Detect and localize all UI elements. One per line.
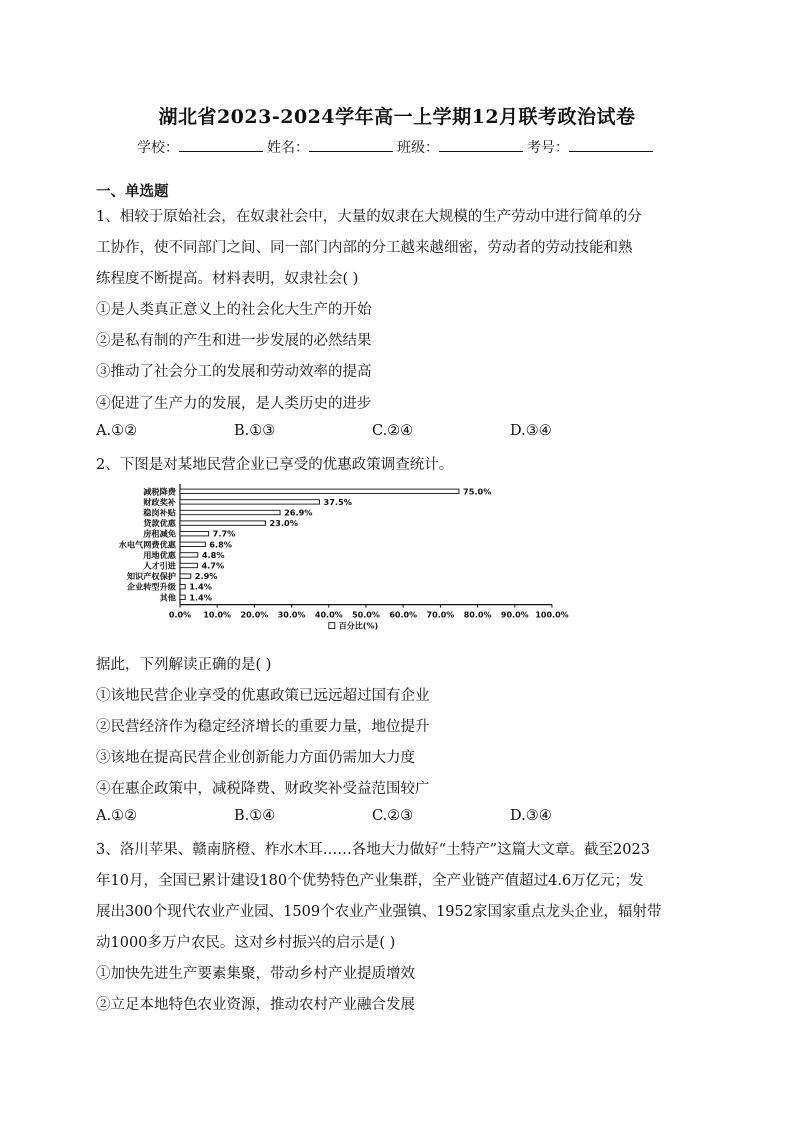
data-label-0: 75.0% bbox=[463, 486, 492, 497]
data-label-4: 7.7% bbox=[212, 528, 236, 539]
data-label-8: 2.9% bbox=[194, 571, 218, 582]
q2-option-d[interactable]: D.③④ bbox=[510, 808, 552, 824]
data-label-3: 23.0% bbox=[269, 518, 298, 529]
category-label-2: 稳岗补贴 bbox=[143, 507, 176, 518]
x-tick-label-1: 10.0% bbox=[203, 610, 232, 620]
category-label-3: 贷款优惠 bbox=[143, 518, 176, 529]
exam-title: 湖北省2023-2024学年高一上学期12月联考政治试卷 bbox=[158, 106, 636, 128]
x-tick-label-0: 0.0% bbox=[168, 610, 192, 620]
data-label-5: 6.8% bbox=[209, 539, 233, 550]
category-label-5: 水电气网费优惠 bbox=[118, 539, 176, 550]
q1-option-b[interactable]: B.①③ bbox=[234, 423, 276, 439]
q3-stem-line-1: 3、洛川苹果、赣南脐橙、柞水木耳……各地大力做好“土特产”这篇大文章。截至2023 bbox=[96, 842, 650, 858]
category-label-9: 企业转型升级 bbox=[126, 581, 176, 592]
q1-option-c[interactable]: C.②④ bbox=[372, 423, 414, 439]
q1-item-3: ③推动了社会分工的发展和劳动效率的提高 bbox=[96, 364, 372, 380]
school-blank[interactable] bbox=[179, 137, 263, 152]
bar-6 bbox=[180, 553, 198, 557]
x-tick-label-6: 60.0% bbox=[389, 610, 418, 620]
x-tick-label-4: 40.0% bbox=[314, 610, 343, 620]
category-label-0: 减税降费 bbox=[143, 486, 176, 497]
bar-5 bbox=[180, 542, 205, 546]
q3-item-1: ①加快先进生产要素集聚，带动乡村产业提质增效 bbox=[96, 966, 415, 982]
data-label-1: 37.5% bbox=[323, 496, 352, 507]
q3-item-2: ②立足本地特色农业资源，推动农村产业融合发展 bbox=[96, 997, 415, 1013]
q3-stem-line-3: 展出300个现代农业产业园、1509个农业产业强镇、1952家国家重点龙头企业，辐射带 bbox=[96, 904, 662, 920]
number-blank[interactable] bbox=[569, 137, 653, 152]
q2-item-3: ③该地在提高民营企业创新能力方面仍需加大力度 bbox=[96, 750, 415, 766]
q1-item-4: ④促进了生产力的发展，是人类历史的进步 bbox=[96, 396, 372, 412]
q2-option-b[interactable]: B.①④ bbox=[234, 808, 276, 824]
x-tick-label-3: 30.0% bbox=[277, 610, 306, 620]
q2-option-a[interactable]: A.①② bbox=[96, 808, 138, 824]
x-tick-label-7: 70.0% bbox=[426, 610, 455, 620]
q3-stem-line-2: 年10月，全国已累计建设180个优势特色产业集群，全产业链产值超过4.6万亿元；发 bbox=[96, 873, 644, 889]
data-label-10: 1.4% bbox=[189, 592, 212, 603]
category-label-6: 用地优惠 bbox=[143, 549, 176, 560]
class-blank[interactable] bbox=[439, 137, 523, 152]
category-label-8: 知识产权保护 bbox=[126, 571, 176, 582]
data-label-6: 4.8% bbox=[201, 549, 225, 560]
q1-option-a[interactable]: A.①② bbox=[96, 423, 138, 439]
data-label-2: 26.9% bbox=[284, 507, 313, 518]
school-label: 学校： bbox=[137, 140, 179, 156]
data-label-7: 4.7% bbox=[201, 560, 225, 571]
q2-prompt: 据此，下列解读正确的是( ) bbox=[96, 657, 272, 673]
legend-swatch bbox=[329, 623, 335, 629]
q1-stem-line-2: 工协作，使不同部门之间、同一部门内部的分工越来越细密，劳动者的劳动技能和熟 bbox=[96, 240, 633, 256]
x-tick-label-9: 90.0% bbox=[500, 610, 529, 620]
name-label: 姓名： bbox=[267, 140, 309, 156]
name-blank[interactable] bbox=[309, 137, 393, 152]
x-tick-label-5: 50.0% bbox=[352, 610, 380, 620]
legend-label: 百分比(%) bbox=[338, 621, 379, 631]
x-tick-label-8: 80.0% bbox=[463, 610, 492, 620]
bar-8 bbox=[180, 574, 191, 578]
q1-item-1: ①是人类真正意义上的社会化大生产的开始 bbox=[96, 302, 372, 318]
number-label: 考号： bbox=[527, 140, 569, 156]
bar-4 bbox=[180, 532, 209, 536]
bar-2 bbox=[180, 510, 280, 514]
q2-stem: 2、下图是对某地民营企业已享受的优惠政策调查统计。 bbox=[96, 457, 454, 473]
survey-bar-chart bbox=[96, 480, 576, 640]
q2-item-2: ②民营经济作为稳定经济增长的重要力量，地位提升 bbox=[96, 719, 430, 735]
bar-7 bbox=[180, 563, 197, 567]
q3-stem-line-4: 动1000多万户农民。这对乡村振兴的启示是( ) bbox=[96, 935, 396, 951]
data-label-9: 1.4% bbox=[189, 581, 212, 592]
category-label-1: 财政奖补 bbox=[143, 496, 176, 507]
bar-10 bbox=[180, 595, 185, 599]
x-tick-label-10: 100.0% bbox=[535, 610, 569, 620]
x-tick-label-2: 20.0% bbox=[240, 610, 269, 620]
q1-option-d[interactable]: D.③④ bbox=[510, 423, 552, 439]
bar-9 bbox=[180, 585, 185, 589]
q1-stem-line-3: 练程度不断提高。材料表明，奴隶社会( ) bbox=[96, 271, 359, 287]
q2-item-1: ①该地民营企业享受的优惠政策已远远超过国有企业 bbox=[96, 688, 430, 704]
class-label: 班级： bbox=[397, 140, 439, 156]
chart-svg bbox=[96, 480, 576, 640]
q1-stem-line-1: 1、相较于原始社会，在奴隶社会中，大量的奴隶在大规模的生产劳动中进行简单的分 bbox=[96, 209, 642, 225]
bar-1 bbox=[180, 500, 320, 504]
bar-0 bbox=[180, 489, 459, 493]
section-heading: 一、单选题 bbox=[96, 183, 169, 200]
q1-item-2: ②是私有制的产生和进一步发展的必然结果 bbox=[96, 333, 372, 349]
category-label-4: 房租减免 bbox=[143, 528, 176, 539]
q2-option-c[interactable]: C.②③ bbox=[372, 808, 414, 824]
q2-item-4: ④在惠企政策中，减税降费、财政奖补受益范围较广 bbox=[96, 781, 430, 797]
student-info-row bbox=[0, 137, 794, 157]
category-label-7: 人才引进 bbox=[143, 560, 176, 571]
category-label-10: 其他 bbox=[159, 592, 176, 603]
bar-3 bbox=[180, 521, 266, 525]
